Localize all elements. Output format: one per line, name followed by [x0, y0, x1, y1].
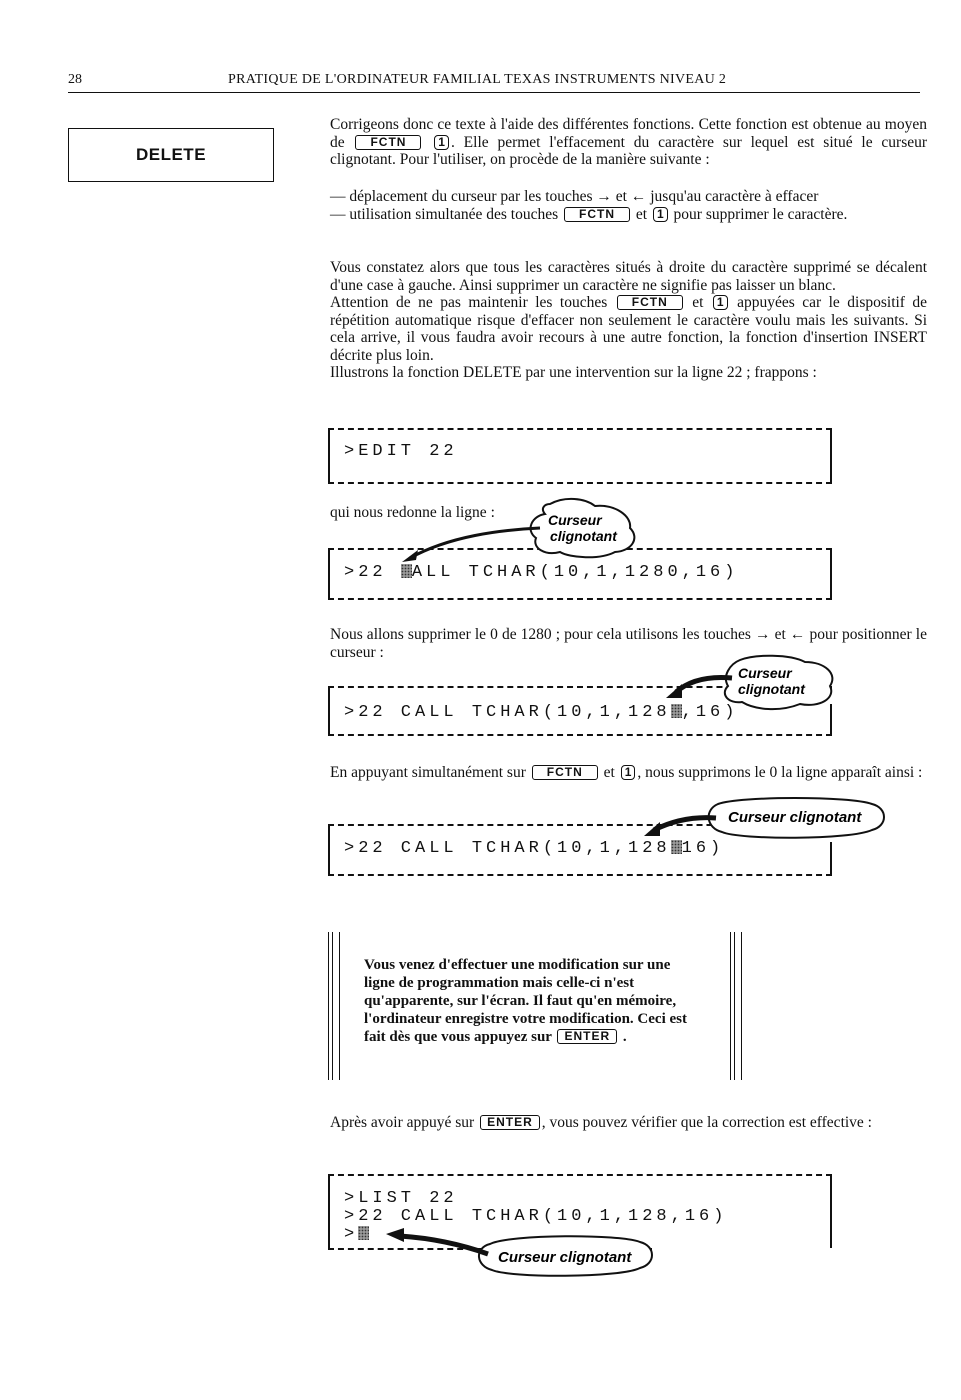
code-text: >22 CALL TCHAR(10,1,128	[344, 839, 671, 858]
dashed-line	[328, 1174, 832, 1176]
callout-text: Curseur	[548, 512, 602, 528]
text: Vous venez d'effectuer une modification sur une ligne de programmation mais celle-ci n'est qu'apparente, sur l'écran. Il faut qu'en mémoire, l'ordinateur enregistre votre modification. Ceci est fait dès que vous appuyez sur	[364, 957, 687, 1045]
note-border-left	[328, 932, 340, 1080]
text: Après avoir appuyé sur	[330, 1114, 475, 1131]
text: En appuyant simultanément sur	[330, 764, 526, 781]
border-line	[328, 686, 330, 736]
fctn-key: FCTN	[355, 135, 421, 150]
paragraph-intro	[330, 116, 927, 169]
text: pour supprimer le caractère.	[673, 205, 848, 223]
border-line	[830, 428, 832, 484]
enter-key: ENTER	[480, 1115, 540, 1130]
section-title-box	[68, 128, 274, 182]
note-box	[328, 932, 742, 1080]
one-key: 1	[621, 765, 636, 780]
text: Illustrons la fonction DELETE par une intervention sur la ligne 22 ; frappons :	[330, 364, 817, 381]
code-text: ,16)	[681, 703, 739, 722]
screen-line: >22 CALL TCHAR(10,1,128,16)	[344, 1207, 728, 1226]
code-text: 16)	[681, 839, 725, 858]
callout-text: Curseur clignotant	[728, 809, 862, 826]
callout-text: clignotant	[738, 681, 805, 697]
fctn-key: FCTN	[532, 765, 598, 780]
text: Vous constatez alors que tous les caractères situés à droite du caractère supprimé se décalent d'une case à gauche. Ainsi supprimer un caractère ne signifie pas laisser un blanc.	[330, 259, 927, 294]
fctn-key: FCTN	[564, 207, 630, 222]
text: et	[603, 764, 615, 781]
text: .	[622, 1029, 627, 1045]
fctn-key: FCTN	[617, 295, 683, 310]
text: Nous allons supprimer le 0 de 1280 ; pour cela utilisons les touches → et ← pour positionner le curseur :	[330, 626, 927, 661]
dashed-line	[328, 482, 832, 484]
page-header	[68, 72, 920, 93]
paragraph-shift	[330, 259, 927, 382]
callout-cursor-2	[660, 654, 840, 712]
one-key: 1	[653, 207, 668, 222]
border-line	[328, 1174, 330, 1248]
callout-text: Curseur clignotant	[498, 1249, 632, 1266]
dashed-line	[328, 428, 832, 430]
note-text	[364, 956, 694, 1046]
text: , vous pouvez vérifier que la correction est effective :	[541, 1114, 872, 1131]
text: Corrigeons donc ce texte à l'aide des différentes fonctions. Cette fonction est obtenue au moyen de	[330, 116, 927, 151]
border-line	[328, 428, 330, 484]
screen-line: >EDIT 22	[344, 442, 458, 461]
callout-cursor-4	[360, 1224, 660, 1284]
border-line	[328, 548, 330, 600]
running-title: PRATIQUE DE L'ORDINATEUR FAMILIAL TEXAS INSTRUMENTS NIVEAU 2	[228, 72, 727, 87]
note-border-right	[730, 932, 742, 1080]
callout-cursor-1	[400, 496, 650, 566]
enter-key: ENTER	[557, 1029, 617, 1044]
text: et	[635, 205, 648, 223]
dashed-line	[328, 598, 832, 600]
border-line	[830, 842, 832, 876]
screen-line: >LIST 22	[344, 1189, 458, 1208]
paragraph-steps	[330, 188, 927, 223]
text: . Elle permet l'effacement du caractère sur lequel est situé le curseur clignotant. Pour l'utiliser, on procède de la manière suivante :	[330, 133, 928, 168]
code-text: >22	[344, 563, 401, 582]
one-key: 1	[713, 295, 728, 310]
border-line	[830, 1174, 832, 1248]
dashed-line	[328, 874, 832, 876]
one-key: 1	[434, 135, 449, 150]
text: qui nous redonne la ligne :	[330, 504, 495, 521]
text: — déplacement du curseur par les touches → et ← jusqu'au caractère à effacer	[330, 188, 819, 205]
code-text: ALL TCHAR(10,1,1280,16)	[411, 563, 739, 582]
code-text: >	[344, 1225, 359, 1244]
text: Attention de ne pas maintenir les touches	[330, 294, 608, 311]
border-line	[830, 548, 832, 600]
cursor-block	[401, 564, 412, 578]
code-text: >22 CALL TCHAR(10,1,128	[344, 703, 671, 722]
screen-line	[344, 564, 738, 581]
page-number: 28	[68, 72, 82, 87]
callout-text: Curseur	[738, 665, 792, 681]
callout-cursor-3	[640, 796, 890, 846]
text: , nous supprimons le 0 la ligne apparaît ainsi :	[637, 764, 923, 781]
dashed-line	[328, 734, 832, 736]
section-title: DELETE	[135, 145, 207, 164]
text: — utilisation simultanée des touches	[330, 205, 559, 223]
paragraph-apply	[330, 764, 927, 782]
text: et	[692, 294, 704, 311]
screen-edit	[328, 428, 832, 484]
paragraph-verify	[330, 1114, 927, 1132]
text: appuyées car le dispositif de répétition automatique risque d'effacer non seulement le caractère voulu mais les suivants. Si cela arrive, il vous faudra avoir recours à une autre fonction, la fonction d'insertion INSERT décrite plus loin.	[330, 294, 928, 364]
border-line	[328, 824, 330, 876]
callout-text: clignotant	[550, 528, 617, 544]
